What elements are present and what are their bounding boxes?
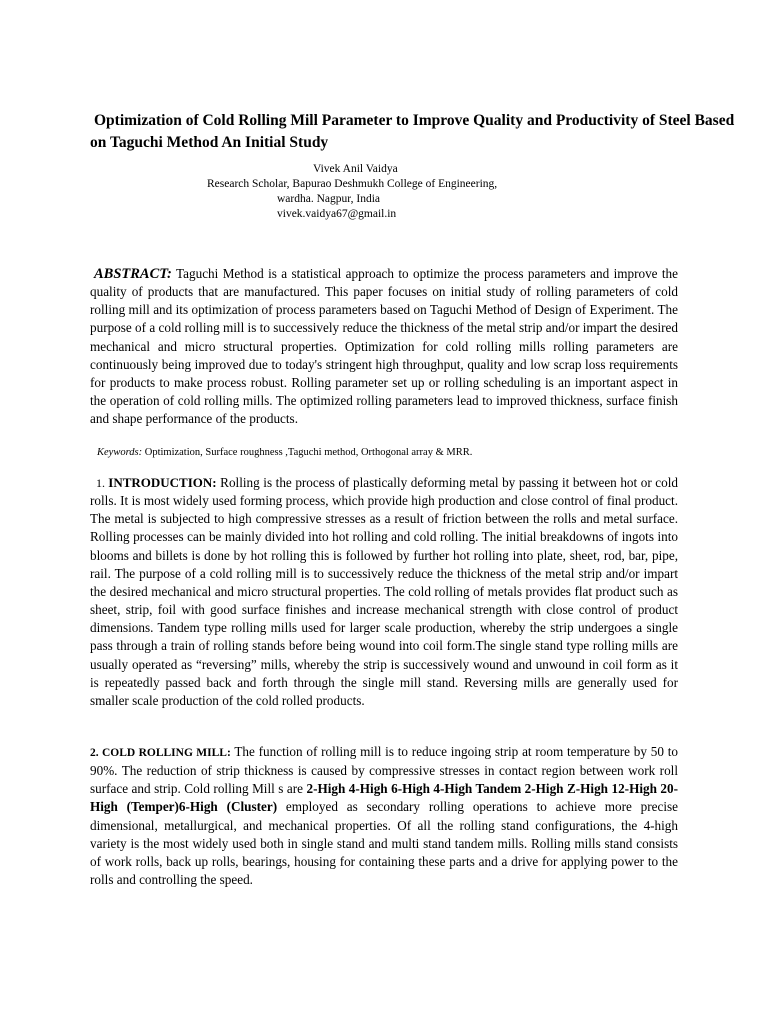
keywords-line bbox=[97, 446, 472, 460]
keywords-label: Keywords: bbox=[97, 447, 143, 458]
abstract-paragraph bbox=[90, 265, 678, 428]
section-number: 1. bbox=[96, 476, 109, 490]
cold-rolling-text: The function of rolling mill is to reduce ingoing strip at room temperature by 50 to 90%. The reduction of strip thickness is caused by compressive stresses in contact region between work roll surface and strip. Cold rolling Mill s are bbox=[90, 744, 678, 797]
introduction-paragraph bbox=[90, 474, 678, 710]
abstract-text: Taguchi Method is a statistical approach to optimize the process parameters and improve the quality of products that are manufactured. This paper focuses on initial study of rolling parameters of cold rolling mill and its optimization of process parameters based on Taguchi Method of Design of Experiment. The purpose of a cold rolling mill is to successively reduce the thickness of the metal strip and/or impart the desired mechanical and micro structural properties. Optimization for cold rolling mills rolling parameters are continuously being improved due to today's stringent high throughput, quality and low scrap loss requirements for products to make process robust. Rolling parameter set up or rolling scheduling is an important aspect in the operation of cold rolling mills. The optimized rolling parameters lead to improved thickness, surface finish and shape performance of the products. bbox=[90, 266, 678, 427]
section-heading: INTRODUCTION: bbox=[108, 475, 217, 490]
cold-rolling-text-continued: employed as secondary rolling operations to achieve more precise dimensional, metallurgical, and mechanical properties. Of all the rolling stand configurations, the 4-high variety is the most widely used both in single stand and multi stand tandem mills. Rolling mills stand consists of work rolls, back up rolls, bearings, housing for containing these parts and a drive for applying power to the rolls and controlling the speed. bbox=[90, 799, 678, 888]
paper-title: Optimization of Cold Rolling Mill Parameter to Improve Quality and Productivity of Steel Based on Taguchi Method An Initial Study bbox=[90, 112, 735, 151]
author-affiliation: Research Scholar, Bapurao Deshmukh College of Engineering, bbox=[207, 178, 498, 190]
cold-rolling-paragraph bbox=[90, 743, 678, 889]
author-location: wardha. Nagpur, India bbox=[277, 193, 381, 205]
author-name: Vivek Anil Vaidya bbox=[313, 163, 398, 175]
author-email: vivek.vaidya67@gmail.in bbox=[277, 208, 397, 220]
introduction-text: Rolling is the process of plastically deforming metal by passing it between hot or cold rolls. It is most widely used forming process, which provide high production and close control of final product. The metal is subjected to high compressive stresses as a result of friction between the rolls and metal surface. Rolling processes can be mainly divided into hot rolling and cold rolling. The initial breakdowns of ingots into blooms and billets is done by hot rolling this is followed by further hot rolling into plate, sheet, rod, bar, pipe, rail. The purpose of a cold rolling mill is to successively reduce the thickness of the metal strip and/or impart the desired mechanical and micro structural properties. The cold rolling of metals provides flat product such as sheet, strip, foil with good surface finishes and increase mechanical strength with close control of product dimensions. Tandem type rolling mills used for larger scale production, whereby the strip undergoes a single pass through a train of rolling stands before being wound into coil form.The single stand type rolling mills are usually operated as “reversing” mills, whereby the strip is successively wound and unwound in coil form as it is repeatedly passed back and forth through the single mill stand. Reversing mills are generally used for smaller scale production of the cold rolled products. bbox=[90, 475, 678, 708]
abstract-label: ABSTRACT: bbox=[94, 266, 172, 282]
mill-types: 2-High 4-High 6-High 4-High Tandem 2-High Z-High 12-High 20-High (Temper)6-High (Cluster) bbox=[90, 781, 678, 815]
section-heading: 2. COLD ROLLING MILL: bbox=[90, 747, 231, 759]
keywords-text: Optimization, Surface roughness ,Taguchi method, Orthogonal array & MRR. bbox=[142, 447, 473, 458]
